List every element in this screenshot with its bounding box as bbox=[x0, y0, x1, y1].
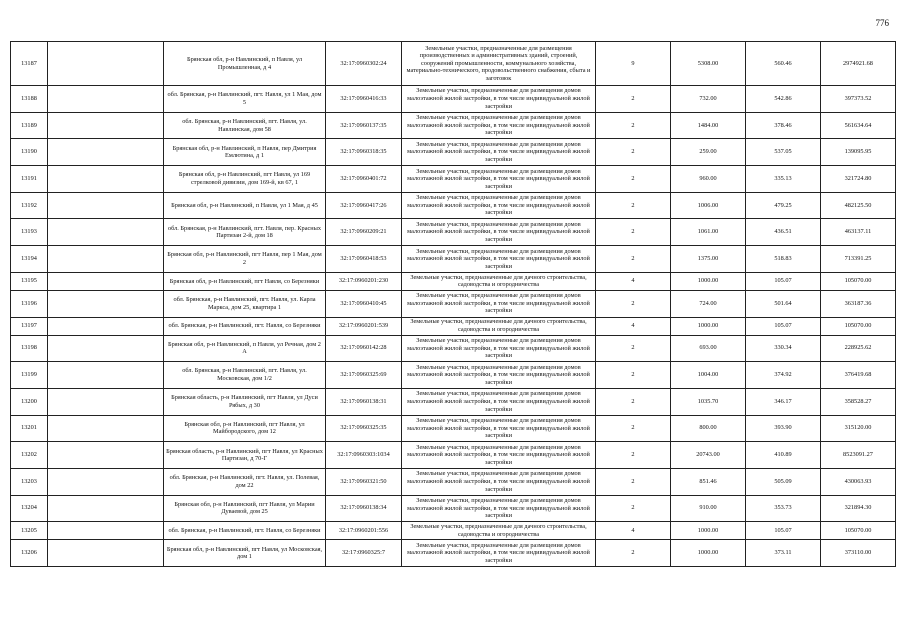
table-row bbox=[11, 166, 896, 193]
cell-total: 363187.36 bbox=[821, 290, 896, 317]
cell-total: 8523091.27 bbox=[821, 442, 896, 469]
cell-price: 537.05 bbox=[746, 139, 821, 166]
cell-land-use: Земельные участки, предназначенные для размещения домов малоэтажной жилой застройки, в том числе индивидуальной жилой застройки bbox=[402, 192, 596, 219]
cell-blank bbox=[48, 166, 164, 193]
cell-count: 2 bbox=[596, 86, 671, 113]
table-row bbox=[11, 112, 896, 139]
cell-id: 13200 bbox=[11, 388, 48, 415]
cell-price: 505.09 bbox=[746, 468, 821, 495]
cell-area: 1375.00 bbox=[671, 246, 746, 273]
cell-blank bbox=[48, 192, 164, 219]
cell-count: 2 bbox=[596, 442, 671, 469]
cell-address: Брянская обл, р-н Навлинский, пгт Навля, со Березняки bbox=[164, 272, 326, 290]
cell-land-use: Земельные участки, предназначенные для размещения домов малоэтажной жилой застройки, в том числе индивидуальной жилой застройки bbox=[402, 468, 596, 495]
cell-cadastral-number: 32:17:0960201:230 bbox=[326, 272, 402, 290]
cell-price: 105.07 bbox=[746, 272, 821, 290]
cell-id: 13201 bbox=[11, 415, 48, 442]
table-row bbox=[11, 317, 896, 335]
cell-cadastral-number: 32:17:0960303:1034 bbox=[326, 442, 402, 469]
cell-id: 13195 bbox=[11, 272, 48, 290]
table-row bbox=[11, 219, 896, 246]
cell-id: 13205 bbox=[11, 522, 48, 540]
cell-area: 1000.00 bbox=[671, 317, 746, 335]
cell-address: Брянская область, р-н Навлинский, пгт Навля, ул Дуси Рябых, д 30 bbox=[164, 388, 326, 415]
table-row bbox=[11, 335, 896, 362]
cell-cadastral-number: 32:17:0960418:53 bbox=[326, 246, 402, 273]
cell-cadastral-number: 32:17:0960302:24 bbox=[326, 42, 402, 86]
cell-cadastral-number: 32:17:0960201:556 bbox=[326, 522, 402, 540]
cell-price: 410.89 bbox=[746, 442, 821, 469]
cell-count: 2 bbox=[596, 362, 671, 389]
cell-price: 393.90 bbox=[746, 415, 821, 442]
cell-total: 463137.11 bbox=[821, 219, 896, 246]
cell-land-use: Земельные участки, предназначенные для размещения производственных и административных зданий, строений, сооружений промышленности, коммунального хозяйства, материально-технического, продовольственного снабжения, сбыта и заготовок bbox=[402, 42, 596, 86]
cell-area: 1035.70 bbox=[671, 388, 746, 415]
cell-blank bbox=[48, 317, 164, 335]
land-cadastral-table bbox=[10, 41, 896, 567]
cell-total: 482125.50 bbox=[821, 192, 896, 219]
cell-price: 105.07 bbox=[746, 317, 821, 335]
cell-cadastral-number: 32:17:0960138:34 bbox=[326, 495, 402, 522]
cell-blank bbox=[48, 522, 164, 540]
table-row bbox=[11, 495, 896, 522]
cell-id: 13191 bbox=[11, 166, 48, 193]
cell-blank bbox=[48, 468, 164, 495]
cell-id: 13199 bbox=[11, 362, 48, 389]
cell-address: Брянская обл, р-н Навлинский, п Навля, ул Речная, дом 2 А bbox=[164, 335, 326, 362]
cell-cadastral-number: 32:17:0960321:50 bbox=[326, 468, 402, 495]
cell-count: 2 bbox=[596, 246, 671, 273]
cell-address: Брянская обл, р-н Навлинский, пгт Навля, ул Московская, дом 1 bbox=[164, 540, 326, 567]
cell-address: обл. Брянская, р-н Навлинский, пгт. Навля, ул. Московская, дом 1/2 bbox=[164, 362, 326, 389]
cell-id: 13193 bbox=[11, 219, 48, 246]
cell-price: 353.73 bbox=[746, 495, 821, 522]
cell-address: Брянская обл, р-н Навлинский, п Навля, пер Дмитрия Емлютина, д 1 bbox=[164, 139, 326, 166]
cell-price: 542.86 bbox=[746, 86, 821, 113]
cell-area: 910.00 bbox=[671, 495, 746, 522]
cell-address: обл. Брянская, р-н Навлинский, пгт. Навля, со Березняки bbox=[164, 522, 326, 540]
cell-blank bbox=[48, 495, 164, 522]
cell-blank bbox=[48, 388, 164, 415]
cell-area: 851.46 bbox=[671, 468, 746, 495]
cell-address: обл. Брянская, р-н Навлинский, пгт. Навля, пер. Красных Партизан 2-й, дом 18 bbox=[164, 219, 326, 246]
cell-price: 479.25 bbox=[746, 192, 821, 219]
cell-area: 1000.00 bbox=[671, 540, 746, 567]
cell-land-use: Земельные участки, предназначенные для размещения домов малоэтажной жилой застройки, в том числе индивидуальной жилой застройки bbox=[402, 388, 596, 415]
cell-count: 2 bbox=[596, 540, 671, 567]
cell-total: 105070.00 bbox=[821, 522, 896, 540]
cell-address: обл. Брянская, р-н Навлинский, пгт. Навля, ул 1 Мая, дом 5 bbox=[164, 86, 326, 113]
cell-count: 2 bbox=[596, 468, 671, 495]
cell-price: 436.51 bbox=[746, 219, 821, 246]
cell-blank bbox=[48, 290, 164, 317]
cell-area: 693.00 bbox=[671, 335, 746, 362]
cell-count: 9 bbox=[596, 42, 671, 86]
cell-land-use: Земельные участки, предназначенные для размещения домов малоэтажной жилой застройки, в том числе индивидуальной жилой застройки bbox=[402, 112, 596, 139]
cell-area: 960.00 bbox=[671, 166, 746, 193]
cell-price: 373.11 bbox=[746, 540, 821, 567]
cell-cadastral-number: 32:17:0960142:28 bbox=[326, 335, 402, 362]
cell-total: 105070.00 bbox=[821, 317, 896, 335]
table-row bbox=[11, 388, 896, 415]
table-row bbox=[11, 272, 896, 290]
cell-address: обл. Брянская, р-н Навлинский, пгт. Навля, ул. Навлинская, дом 58 bbox=[164, 112, 326, 139]
table-row bbox=[11, 139, 896, 166]
cell-count: 4 bbox=[596, 272, 671, 290]
cell-total: 139095.95 bbox=[821, 139, 896, 166]
table-row bbox=[11, 362, 896, 389]
cell-area: 259.00 bbox=[671, 139, 746, 166]
cell-land-use: Земельные участки, предназначенные для размещения домов малоэтажной жилой застройки, в том числе индивидуальной жилой застройки bbox=[402, 86, 596, 113]
cell-price: 346.17 bbox=[746, 388, 821, 415]
cell-cadastral-number: 32:17:0960325:35 bbox=[326, 415, 402, 442]
cell-address: обл. Брянская, р-н Навлинский, пгт. Навля, со Березняки bbox=[164, 317, 326, 335]
table-row bbox=[11, 192, 896, 219]
cell-land-use: Земельные участки, предназначенные для размещения домов малоэтажной жилой застройки, в том числе индивидуальной жилой застройки bbox=[402, 415, 596, 442]
cell-count: 2 bbox=[596, 219, 671, 246]
cell-id: 13197 bbox=[11, 317, 48, 335]
cell-total: 321894.30 bbox=[821, 495, 896, 522]
cell-cadastral-number: 32:17:0960137:35 bbox=[326, 112, 402, 139]
cell-address: Брянская обл, р-н Навлинский, п Навля, ул 1 Мая, д 45 bbox=[164, 192, 326, 219]
cell-land-use: Земельные участки, предназначенные для размещения домов малоэтажной жилой застройки, в том числе индивидуальной жилой застройки bbox=[402, 139, 596, 166]
cell-cadastral-number: 32:17:0960209:21 bbox=[326, 219, 402, 246]
cell-land-use: Земельные участки, предназначенные для дачного строительства, садоводства и огородничества bbox=[402, 317, 596, 335]
cell-id: 13189 bbox=[11, 112, 48, 139]
cell-address: обл. Брянская, р-н Навлинский, пгт. Навля, ул. Карла Маркса, дом 25, квартира 1 bbox=[164, 290, 326, 317]
cell-total: 228925.62 bbox=[821, 335, 896, 362]
cell-blank bbox=[48, 219, 164, 246]
cell-total: 561634.64 bbox=[821, 112, 896, 139]
cell-total: 105070.00 bbox=[821, 272, 896, 290]
cell-area: 1004.00 bbox=[671, 362, 746, 389]
cell-id: 13192 bbox=[11, 192, 48, 219]
cell-price: 335.13 bbox=[746, 166, 821, 193]
cell-count: 4 bbox=[596, 522, 671, 540]
cell-total: 321724.80 bbox=[821, 166, 896, 193]
page-number: 776 bbox=[875, 18, 889, 28]
table-row bbox=[11, 290, 896, 317]
cell-id: 13198 bbox=[11, 335, 48, 362]
cell-cadastral-number: 32:17:0960318:35 bbox=[326, 139, 402, 166]
cell-cadastral-number: 32:17:0960410:45 bbox=[326, 290, 402, 317]
cell-address: Брянская обл, р-н Навлинский, пгт Навля, пер 1 Мая, дом 2 bbox=[164, 246, 326, 273]
cell-id: 13202 bbox=[11, 442, 48, 469]
cell-area: 1000.00 bbox=[671, 522, 746, 540]
cell-count: 2 bbox=[596, 415, 671, 442]
cell-area: 20743.00 bbox=[671, 442, 746, 469]
cell-count: 2 bbox=[596, 166, 671, 193]
table-row bbox=[11, 522, 896, 540]
cell-id: 13194 bbox=[11, 246, 48, 273]
cell-cadastral-number: 32:17:0960325:7 bbox=[326, 540, 402, 567]
cell-cadastral-number: 32:17:0960417:26 bbox=[326, 192, 402, 219]
cell-count: 2 bbox=[596, 388, 671, 415]
cell-cadastral-number: 32:17:0960401:72 bbox=[326, 166, 402, 193]
table-row bbox=[11, 442, 896, 469]
cell-cadastral-number: 32:17:0960138:31 bbox=[326, 388, 402, 415]
cell-id: 13196 bbox=[11, 290, 48, 317]
table-body bbox=[11, 42, 896, 567]
cell-land-use: Земельные участки, предназначенные для размещения домов малоэтажной жилой застройки, в том числе индивидуальной жилой застройки bbox=[402, 442, 596, 469]
cell-price: 378.46 bbox=[746, 112, 821, 139]
cell-land-use: Земельные участки, предназначенные для размещения домов малоэтажной жилой застройки, в том числе индивидуальной жилой застройки bbox=[402, 540, 596, 567]
table-row bbox=[11, 42, 896, 86]
table-row bbox=[11, 468, 896, 495]
cell-blank bbox=[48, 86, 164, 113]
cell-area: 732.00 bbox=[671, 86, 746, 113]
cell-cadastral-number: 32:17:0960416:33 bbox=[326, 86, 402, 113]
cell-area: 1484.00 bbox=[671, 112, 746, 139]
cell-count: 2 bbox=[596, 290, 671, 317]
cell-id: 13190 bbox=[11, 139, 48, 166]
cell-id: 13206 bbox=[11, 540, 48, 567]
cell-area: 800.00 bbox=[671, 415, 746, 442]
cell-total: 376419.68 bbox=[821, 362, 896, 389]
cell-land-use: Земельные участки, предназначенные для размещения домов малоэтажной жилой застройки, в том числе индивидуальной жилой застройки bbox=[402, 495, 596, 522]
cell-price: 501.64 bbox=[746, 290, 821, 317]
table-row bbox=[11, 415, 896, 442]
cell-area: 5308.00 bbox=[671, 42, 746, 86]
cell-address: Брянская область, р-н Навлинский, пгт Навля, ул Красных Партизан, д 70-Г bbox=[164, 442, 326, 469]
cell-land-use: Земельные участки, предназначенные для размещения домов малоэтажной жилой застройки, в том числе индивидуальной жилой застройки bbox=[402, 335, 596, 362]
cell-count: 2 bbox=[596, 192, 671, 219]
cell-count: 4 bbox=[596, 317, 671, 335]
cell-blank bbox=[48, 415, 164, 442]
cell-blank bbox=[48, 139, 164, 166]
cell-land-use: Земельные участки, предназначенные для дачного строительства, садоводства и огородничества bbox=[402, 522, 596, 540]
cell-area: 1061.00 bbox=[671, 219, 746, 246]
cell-count: 2 bbox=[596, 112, 671, 139]
cell-blank bbox=[48, 442, 164, 469]
cell-price: 330.34 bbox=[746, 335, 821, 362]
cell-count: 2 bbox=[596, 139, 671, 166]
cell-count: 2 bbox=[596, 495, 671, 522]
cell-blank bbox=[48, 112, 164, 139]
cell-address: Брянская обл, р-н Навлинский, пгт Навля, ул Марии Дуваевой, дом 25 bbox=[164, 495, 326, 522]
cell-price: 560.46 bbox=[746, 42, 821, 86]
cell-land-use: Земельные участки, предназначенные для размещения домов малоэтажной жилой застройки, в том числе индивидуальной жилой застройки bbox=[402, 362, 596, 389]
cell-id: 13204 bbox=[11, 495, 48, 522]
cell-cadastral-number: 32:17:0960201:539 bbox=[326, 317, 402, 335]
table-row bbox=[11, 86, 896, 113]
cell-total: 430063.93 bbox=[821, 468, 896, 495]
cell-land-use: Земельные участки, предназначенные для дачного строительства, садоводства и огородничества bbox=[402, 272, 596, 290]
cell-land-use: Земельные участки, предназначенные для размещения домов малоэтажной жилой застройки, в том числе индивидуальной жилой застройки bbox=[402, 219, 596, 246]
cell-total: 713391.25 bbox=[821, 246, 896, 273]
cell-total: 373110.00 bbox=[821, 540, 896, 567]
cell-address: Брянская обл, р-н Навлинский, пгт Навля, ул Майбородского, дом 12 bbox=[164, 415, 326, 442]
cell-id: 13203 bbox=[11, 468, 48, 495]
cell-address: обл. Брянская, р-н Навлинский, пгт. Навля, ул. Полевая, дом 22 bbox=[164, 468, 326, 495]
cell-total: 397373.52 bbox=[821, 86, 896, 113]
cell-id: 13187 bbox=[11, 42, 48, 86]
cell-address: Брянская обл, р-н Навлинский, пгт Навля, ул 169 стрелковой дивизии, дом 169-й, кв 67, 1 bbox=[164, 166, 326, 193]
cell-total: 315120.00 bbox=[821, 415, 896, 442]
cell-area: 1000.00 bbox=[671, 272, 746, 290]
cell-blank bbox=[48, 246, 164, 273]
table-row bbox=[11, 246, 896, 273]
cell-address: Брянская обл, р-н Навлинский, п Навля, ул Промышленная, д 4 bbox=[164, 42, 326, 86]
cell-count: 2 bbox=[596, 335, 671, 362]
cell-price: 374.92 bbox=[746, 362, 821, 389]
cell-land-use: Земельные участки, предназначенные для размещения домов малоэтажной жилой застройки, в том числе индивидуальной жилой застройки bbox=[402, 246, 596, 273]
cell-blank bbox=[48, 362, 164, 389]
cell-price: 105.07 bbox=[746, 522, 821, 540]
cell-cadastral-number: 32:17:0960325:69 bbox=[326, 362, 402, 389]
cell-area: 1006.00 bbox=[671, 192, 746, 219]
cell-blank bbox=[48, 42, 164, 86]
cell-land-use: Земельные участки, предназначенные для размещения домов малоэтажной жилой застройки, в том числе индивидуальной жилой застройки bbox=[402, 166, 596, 193]
cell-price: 518.83 bbox=[746, 246, 821, 273]
cell-id: 13188 bbox=[11, 86, 48, 113]
cell-blank bbox=[48, 272, 164, 290]
cell-blank bbox=[48, 335, 164, 362]
cell-total: 2974921.68 bbox=[821, 42, 896, 86]
cell-area: 724.00 bbox=[671, 290, 746, 317]
cell-total: 358528.27 bbox=[821, 388, 896, 415]
table-row bbox=[11, 540, 896, 567]
cell-land-use: Земельные участки, предназначенные для размещения домов малоэтажной жилой застройки, в том числе индивидуальной жилой застройки bbox=[402, 290, 596, 317]
cell-blank bbox=[48, 540, 164, 567]
